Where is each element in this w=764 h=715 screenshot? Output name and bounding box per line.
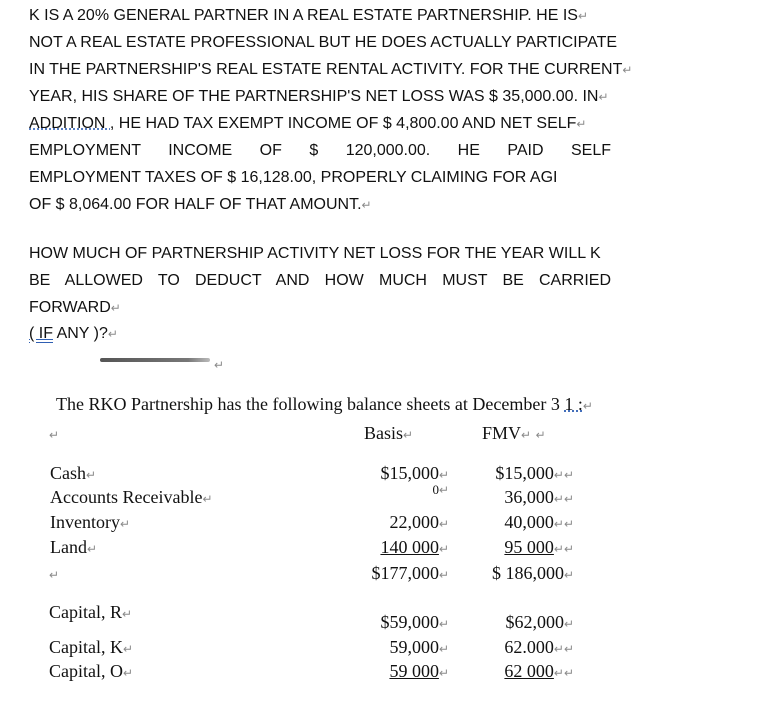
capital-basis-k: 59,000↵: [389, 637, 449, 657]
empty-para-mark: [49, 422, 59, 446]
return-mark-icon: ↵: [403, 428, 414, 442]
asset-basis-ar: 0↵: [432, 482, 449, 497]
return-mark-icon: ↵: [123, 642, 134, 656]
return-mark-icon: ↵: [438, 666, 449, 680]
asset-fmv-inventory: 40,000↵↵: [504, 512, 574, 532]
return-mark-icon: ↵: [438, 517, 449, 531]
ask-line-2: BE ALLOWED TO DEDUCT AND HOW MUCH MUST BE CARRIED: [29, 272, 611, 289]
return-mark-icon: ↵: [122, 607, 133, 621]
return-mark-icon: ↵: [49, 428, 60, 442]
capital-label-k: Capital, K↵: [49, 637, 134, 657]
ask-line-3: FORWARD↵: [29, 299, 121, 316]
return-mark-icon: ↵: [110, 301, 121, 315]
return-mark-icon: ↵: [119, 517, 131, 531]
basis-header: Basis↵: [364, 423, 414, 443]
question-line-8: OF $ 8,064.00 FOR HALF OF THAT AMOUNT.↵: [29, 196, 372, 213]
return-mark-icon: ↵: [86, 542, 98, 556]
asset-label-cash: Cash↵: [50, 463, 97, 483]
question-line-7: EMPLOYMENT TAXES OF $ 16,128.00, PROPERLY CLAIMING FOR AGI: [29, 169, 558, 186]
asset-fmv-cash: $15,000↵↵: [495, 463, 574, 483]
asset-label-inventory: Inventory↵: [50, 512, 131, 532]
question-line-4: YEAR, HIS SHARE OF THE PARTNERSHIP'S NET LOSS WAS $ 35,000.00. IN↵: [29, 88, 609, 105]
return-mark-icon: ↵↵: [553, 666, 574, 680]
ask-line-4: ( IF ANY )?↵: [29, 325, 118, 342]
return-mark-icon: ↵: [563, 617, 574, 631]
return-mark-icon: ↵↵: [553, 517, 574, 531]
return-mark-icon: ↵↵: [553, 492, 574, 506]
return-mark-icon: ↵: [86, 468, 97, 482]
total-row-mark: [49, 562, 59, 586]
question-line-2: NOT A REAL ESTATE PROFESSIONAL BUT HE DOES ACTUALLY PARTICIPATE: [29, 34, 618, 51]
return-mark-icon: ↵: [622, 63, 633, 77]
return-mark-icon: ↵: [521, 428, 532, 442]
return-mark-icon: ↵: [582, 399, 593, 413]
question-line-1: K IS A 20% GENERAL PARTNER IN A REAL ESTATE PARTNERSHIP. HE IS↵: [29, 7, 588, 24]
separator-stroke: [100, 358, 210, 362]
question-line-6: EMPLOYMENT INCOME OF $ 120,000.00. HE PAID SELF: [29, 142, 611, 159]
fmv-header: FMV↵ ↵: [482, 423, 546, 443]
capital-fmv-k: 62.000↵↵: [504, 637, 574, 657]
capital-label-o: Capital, O↵: [49, 661, 134, 681]
asset-fmv-ar: 36,000↵↵: [504, 487, 574, 507]
return-mark-icon: ↵: [438, 642, 449, 656]
asset-basis-land: 140 000↵: [380, 537, 449, 557]
capital-fmv-r: $62,000↵: [505, 612, 574, 632]
return-mark-icon: ↵: [535, 428, 546, 442]
return-mark-icon: ↵: [577, 9, 588, 23]
return-mark-icon: ↵: [107, 327, 118, 341]
asset-basis-inventory: 22,000↵: [389, 512, 449, 532]
asset-label-ar: Accounts Receivable↵: [50, 487, 213, 507]
return-mark-icon: ↵: [49, 568, 60, 582]
return-mark-icon: ↵: [563, 568, 574, 582]
return-mark-icon: ↵↵: [553, 468, 574, 482]
return-mark-icon: ↵: [123, 666, 134, 680]
capital-label-r: Capital, R↵: [49, 602, 133, 622]
question-line-5: ADDITION , HE HAD TAX EXEMPT INCOME OF $ 4,800.00 AND NET SELF↵: [29, 115, 587, 132]
return-mark-icon: ↵↵: [553, 542, 574, 556]
return-mark-icon: ↵: [361, 198, 372, 212]
asset-basis-cash: $15,000↵: [380, 463, 449, 483]
capital-fmv-o: 62 000↵↵: [504, 661, 574, 681]
return-mark-icon: ↵: [438, 568, 449, 582]
asset-fmv-land: 95 000↵↵: [504, 537, 574, 557]
ask-line-1: HOW MUCH OF PARTNERSHIP ACTIVITY NET LOSS FOR THE YEAR WILL K: [29, 245, 601, 262]
total-basis: $177,000↵: [371, 563, 449, 583]
asset-label-land: Land↵: [50, 537, 98, 557]
return-mark-icon: ↵: [576, 117, 587, 131]
sheet-intro: The RKO Partnership has the following balance sheets at December 3 1 :↵: [56, 394, 593, 414]
capital-basis-r: $59,000↵: [380, 612, 449, 632]
question-line-3: IN THE PARTNERSHIP'S REAL ESTATE RENTAL ACTIVITY. FOR THE CURRENT↵: [29, 61, 633, 78]
return-mark-icon: ↵: [438, 542, 449, 556]
capital-basis-o: 59 000↵: [389, 661, 449, 681]
return-mark-icon: ↵: [214, 358, 225, 372]
return-mark-icon: ↵: [438, 468, 449, 482]
return-mark-icon: ↵: [438, 483, 449, 497]
return-mark-icon: ↵: [438, 617, 449, 631]
return-mark-icon: ↵: [598, 90, 609, 104]
return-mark-icon: ↵: [202, 492, 213, 506]
return-mark-icon: ↵↵: [553, 642, 574, 656]
total-fmv: $ 186,000↵: [491, 563, 574, 583]
